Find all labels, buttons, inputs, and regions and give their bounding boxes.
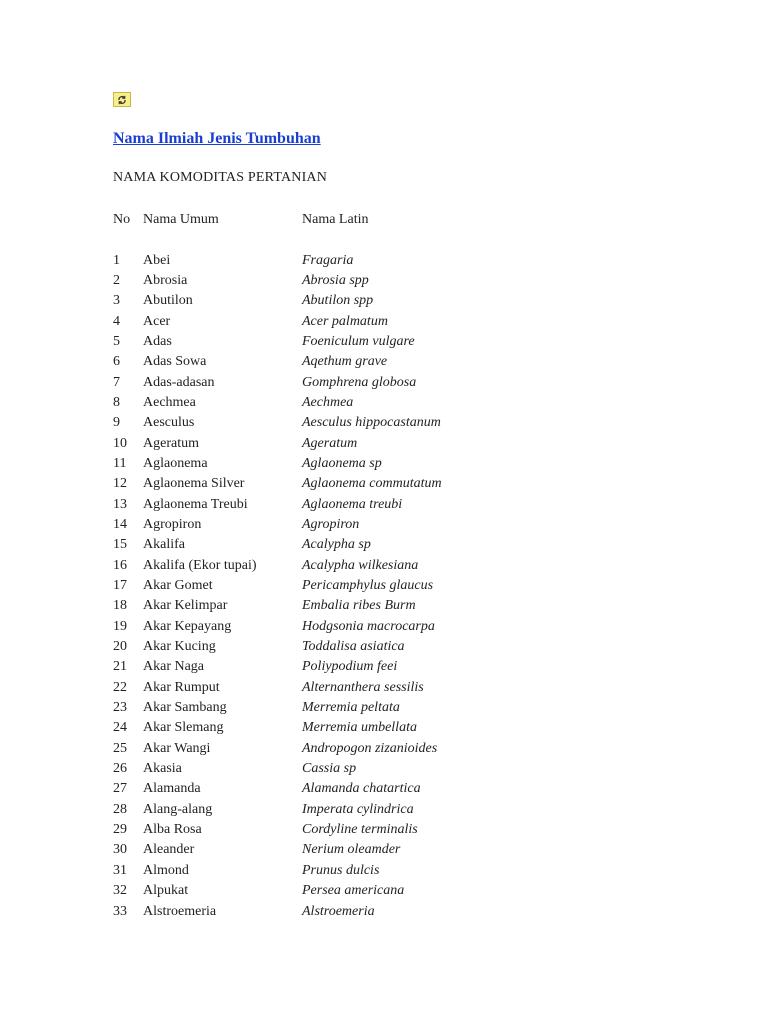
table-row (113, 902, 673, 922)
latin-name: Ageratum (302, 435, 358, 451)
row-number: 27 (113, 781, 127, 797)
row-number: 32 (113, 883, 127, 899)
row-number: 20 (113, 639, 127, 655)
table-row (113, 535, 673, 555)
common-name: Akar Rumput (143, 679, 220, 695)
table-row (113, 617, 673, 637)
latin-name: Alternanthera sessilis (302, 679, 424, 695)
common-name: Adas-adasan (143, 374, 215, 390)
table-row (113, 434, 673, 454)
table-row (113, 800, 673, 820)
table-row (113, 698, 673, 718)
common-name: Alstroemeria (143, 903, 217, 919)
row-number: 26 (113, 761, 127, 777)
row-number: 28 (113, 801, 127, 817)
table-row (113, 739, 673, 759)
table-row (113, 759, 673, 779)
row-number: 10 (113, 435, 127, 451)
table-row (113, 840, 673, 860)
table-row (113, 556, 673, 576)
table-row (113, 820, 673, 840)
latin-name: Gomphrena globosa (302, 374, 417, 390)
common-name: Akar Gomet (143, 578, 213, 593)
table-row (113, 596, 673, 616)
table-row (113, 413, 673, 433)
latin-name: Fragaria (302, 252, 354, 268)
latin-name: Toddalisa asiatica (302, 639, 405, 655)
table-row (113, 474, 673, 494)
row-number: 16 (113, 557, 127, 573)
table-row (113, 637, 673, 657)
common-name: Abutilon (143, 293, 193, 309)
latin-name: Hodgsonia macrocarpa (302, 618, 435, 634)
latin-name: Aqethum grave (302, 354, 388, 370)
common-name: Akar Slemang (143, 720, 224, 736)
common-name: Ageratum (143, 435, 199, 451)
row-number: 33 (113, 903, 127, 919)
table-row (113, 271, 673, 291)
row-number: 14 (113, 516, 127, 532)
table-header-row (113, 210, 673, 251)
latin-name: Acalypha sp (302, 537, 371, 553)
common-name: Alba Rosa (143, 822, 202, 838)
table-row (113, 576, 673, 596)
table-row (113, 332, 673, 352)
page-title-link[interactable]: Nama Ilmiah Jenis Tumbuhan (113, 130, 321, 147)
latin-name: Alamanda chatartica (302, 781, 421, 797)
row-number: 23 (113, 700, 127, 716)
row-number: 17 (113, 578, 127, 593)
common-name: Aechmea (143, 394, 196, 410)
table-row (113, 881, 673, 901)
latin-name: Merremia umbellata (302, 720, 417, 736)
row-number: 24 (113, 720, 127, 736)
common-name: Akar Wangi (143, 740, 211, 756)
row-number: 3 (113, 293, 120, 309)
latin-name: Prunus dulcis (302, 862, 380, 878)
table-row (113, 495, 673, 515)
plant-names-table (113, 210, 673, 922)
latin-name: Merremia peltata (302, 700, 400, 716)
row-number: 6 (113, 354, 120, 370)
row-number: 8 (113, 394, 120, 410)
latin-name: Cassia sp (302, 761, 357, 777)
common-name: Akar Naga (143, 659, 205, 675)
common-name: Akalifa (Ekor tupai) (143, 557, 257, 573)
table-row (113, 718, 673, 738)
row-number: 2 (113, 272, 120, 288)
row-number: 19 (113, 618, 127, 634)
refresh-link-icon-glyph (116, 94, 128, 106)
latin-name: Aglaonema sp (302, 455, 382, 471)
common-name: Agropiron (143, 516, 202, 532)
table-row (113, 678, 673, 698)
row-number: 18 (113, 598, 127, 614)
latin-name: Imperata cylindrica (302, 801, 414, 817)
common-name: Akar Kucing (143, 639, 216, 655)
common-name: Alamanda (143, 781, 201, 797)
common-name: Akasia (143, 761, 182, 777)
latin-name: Aechmea (302, 394, 354, 410)
section-subtitle: NAMA KOMODITAS PERTANIAN (113, 170, 328, 185)
table-row (113, 251, 673, 271)
common-name: Abrosia (143, 272, 188, 288)
common-name: Alpukat (143, 883, 189, 899)
row-number: 12 (113, 476, 127, 492)
latin-name: Alstroemeria (302, 903, 375, 919)
common-name: Akar Kepayang (143, 618, 232, 634)
common-name: Abei (143, 252, 171, 268)
common-name: Almond (143, 862, 189, 878)
latin-name: Acalypha wilkesiana (302, 557, 419, 573)
common-name: Alang-alang (143, 801, 213, 817)
row-number: 11 (113, 455, 127, 471)
common-name: Aglaonema Silver (143, 476, 245, 492)
common-name: Adas (143, 333, 172, 349)
common-name: Aglaonema (143, 455, 208, 471)
table-row (113, 515, 673, 535)
table-body (113, 251, 673, 922)
latin-name: Aglaonema commutatum (302, 476, 442, 492)
row-number: 31 (113, 862, 127, 878)
latin-name: Agropiron (302, 516, 360, 532)
row-number: 30 (113, 842, 127, 858)
common-name: Akalifa (143, 537, 185, 553)
table-row (113, 657, 673, 677)
table-row (113, 861, 673, 881)
row-number: 29 (113, 822, 127, 838)
latin-name: Cordyline terminalis (302, 822, 418, 838)
row-number: 7 (113, 374, 120, 390)
latin-name: Abutilon spp (302, 293, 374, 309)
row-number: 9 (113, 415, 120, 431)
latin-name: Abrosia spp (302, 272, 369, 288)
common-name: Aesculus (143, 415, 195, 431)
row-number: 15 (113, 537, 127, 553)
header-no: No (113, 212, 131, 227)
header-latin-name: Nama Latin (302, 212, 369, 227)
table-row (113, 779, 673, 799)
row-number: 4 (113, 313, 120, 329)
latin-name: Andropogon zizanioides (302, 740, 438, 756)
row-number: 5 (113, 333, 120, 349)
table-row (113, 454, 673, 474)
latin-name: Acer palmatum (302, 313, 388, 329)
table-row (113, 291, 673, 311)
table-row (113, 312, 673, 332)
table-row (113, 373, 673, 393)
refresh-link-icon[interactable] (113, 92, 131, 107)
latin-name: Poliypodium feei (302, 659, 398, 675)
latin-name: Aglaonema treubi (302, 496, 403, 512)
common-name: Acer (143, 313, 171, 329)
latin-name: Foeniculum vulgare (302, 333, 415, 349)
row-number: 25 (113, 740, 127, 756)
common-name: Akar Kelimpar (143, 598, 228, 614)
row-number: 1 (113, 252, 120, 268)
latin-name: Aesculus hippocastanum (302, 415, 441, 431)
latin-name: Nerium oleamder (302, 842, 401, 858)
latin-name: Embalia ribes Burm (302, 598, 416, 614)
row-number: 13 (113, 496, 127, 512)
common-name: Aglaonema Treubi (143, 496, 248, 512)
common-name: Aleander (143, 842, 195, 858)
table-row (113, 393, 673, 413)
table-row (113, 352, 673, 372)
row-number: 21 (113, 659, 127, 675)
row-number: 22 (113, 679, 127, 695)
latin-name: Persea americana (302, 883, 405, 899)
latin-name: Pericamphylus glaucus (302, 578, 434, 593)
common-name: Akar Sambang (143, 700, 227, 716)
common-name: Adas Sowa (143, 354, 207, 370)
header-common-name: Nama Umum (143, 212, 219, 227)
